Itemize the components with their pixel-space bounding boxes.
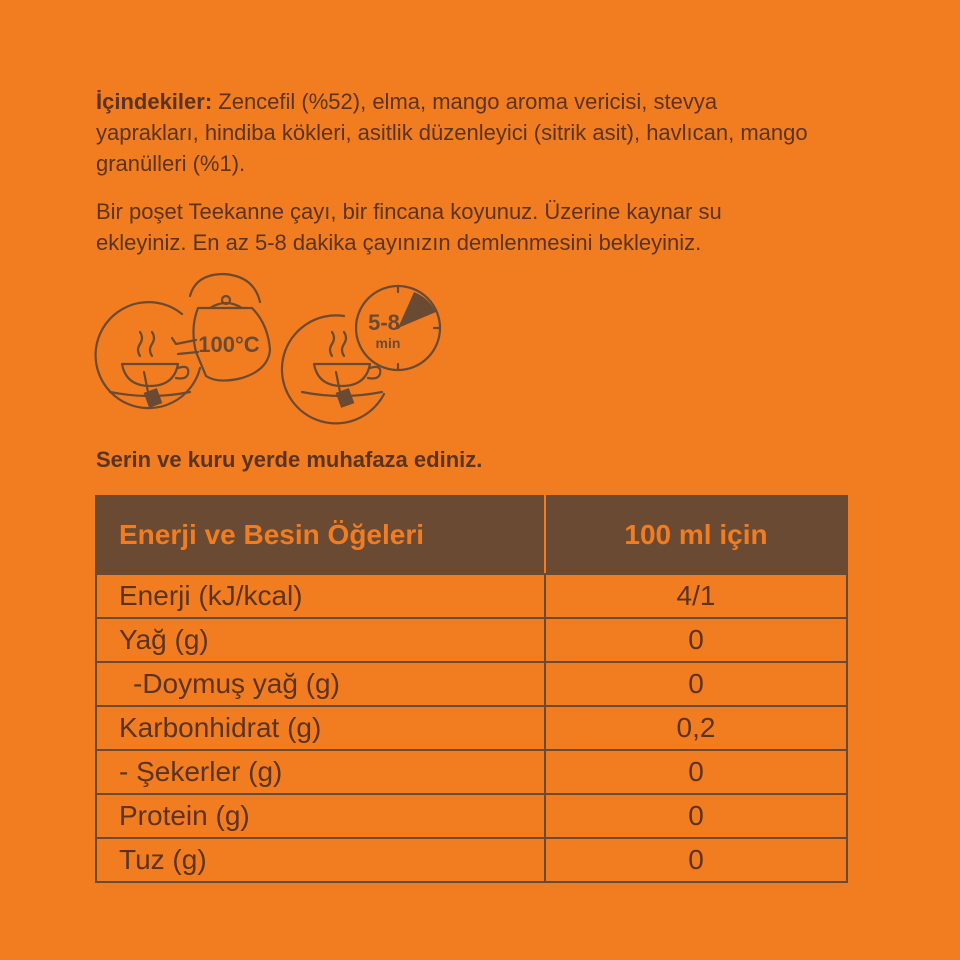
timer-unit: min <box>375 335 401 351</box>
table-row <box>96 750 847 794</box>
table-row <box>96 662 847 706</box>
kettle-temperature: 100°C <box>198 332 260 357</box>
nutrient-value: 0 <box>545 838 847 882</box>
brewing-icons <box>92 268 452 428</box>
timer-range: 5-8 <box>368 310 400 335</box>
nutrient-name: -Doymuş yağ (g) <box>96 662 545 706</box>
ingredients-label: İçindekiler: <box>96 89 213 114</box>
table-row <box>96 618 847 662</box>
ingredients-text <box>96 86 816 179</box>
ingredients-list: Zencefil (%52), elma, mango aroma vericisi, stevya yaprakları, hindiba kökleri, asitlik düzenleyici (sitrik asit), havlıcan, mango granülleri (%1). <box>96 89 808 176</box>
nutrient-name: Tuz (g) <box>96 838 545 882</box>
nutrition-header-row <box>96 496 847 574</box>
nutrition-header-per-100ml: 100 ml için <box>545 496 847 574</box>
nutrient-value: 0 <box>545 750 847 794</box>
table-row <box>96 706 847 750</box>
nutrient-name: Yağ (g) <box>96 618 545 662</box>
storage-instruction: Serin ve kuru yerde muhafaza ediniz. <box>96 447 483 472</box>
tea-bag-tag-icon <box>144 388 163 408</box>
nutrition-header-nutrients: Enerji ve Besin Öğeleri <box>96 496 545 574</box>
timer-wedge-icon <box>398 292 436 328</box>
nutrient-value: 0 <box>545 794 847 838</box>
table-row <box>96 838 847 882</box>
nutrient-name: Enerji (kJ/kcal) <box>96 574 545 618</box>
brewing-instructions: Bir poşet Teekanne çayı, bir fincana koyunuz. Üzerine kaynar su ekleyiniz. En az 5-8 dakika çayınızın demlenmesini bekleyiniz. <box>96 199 722 255</box>
nutrient-value: 4/1 <box>545 574 847 618</box>
nutrient-value: 0 <box>545 618 847 662</box>
nutrient-value: 0,2 <box>545 706 847 750</box>
table-row <box>96 794 847 838</box>
tea-bag-tag-icon-2 <box>336 388 355 408</box>
nutrient-name: - Şekerler (g) <box>96 750 545 794</box>
nutrient-name: Protein (g) <box>96 794 545 838</box>
nutrient-value: 0 <box>545 662 847 706</box>
nutrient-name: Karbonhidrat (g) <box>96 706 545 750</box>
table-row <box>96 574 847 618</box>
nutrition-table <box>95 495 848 883</box>
